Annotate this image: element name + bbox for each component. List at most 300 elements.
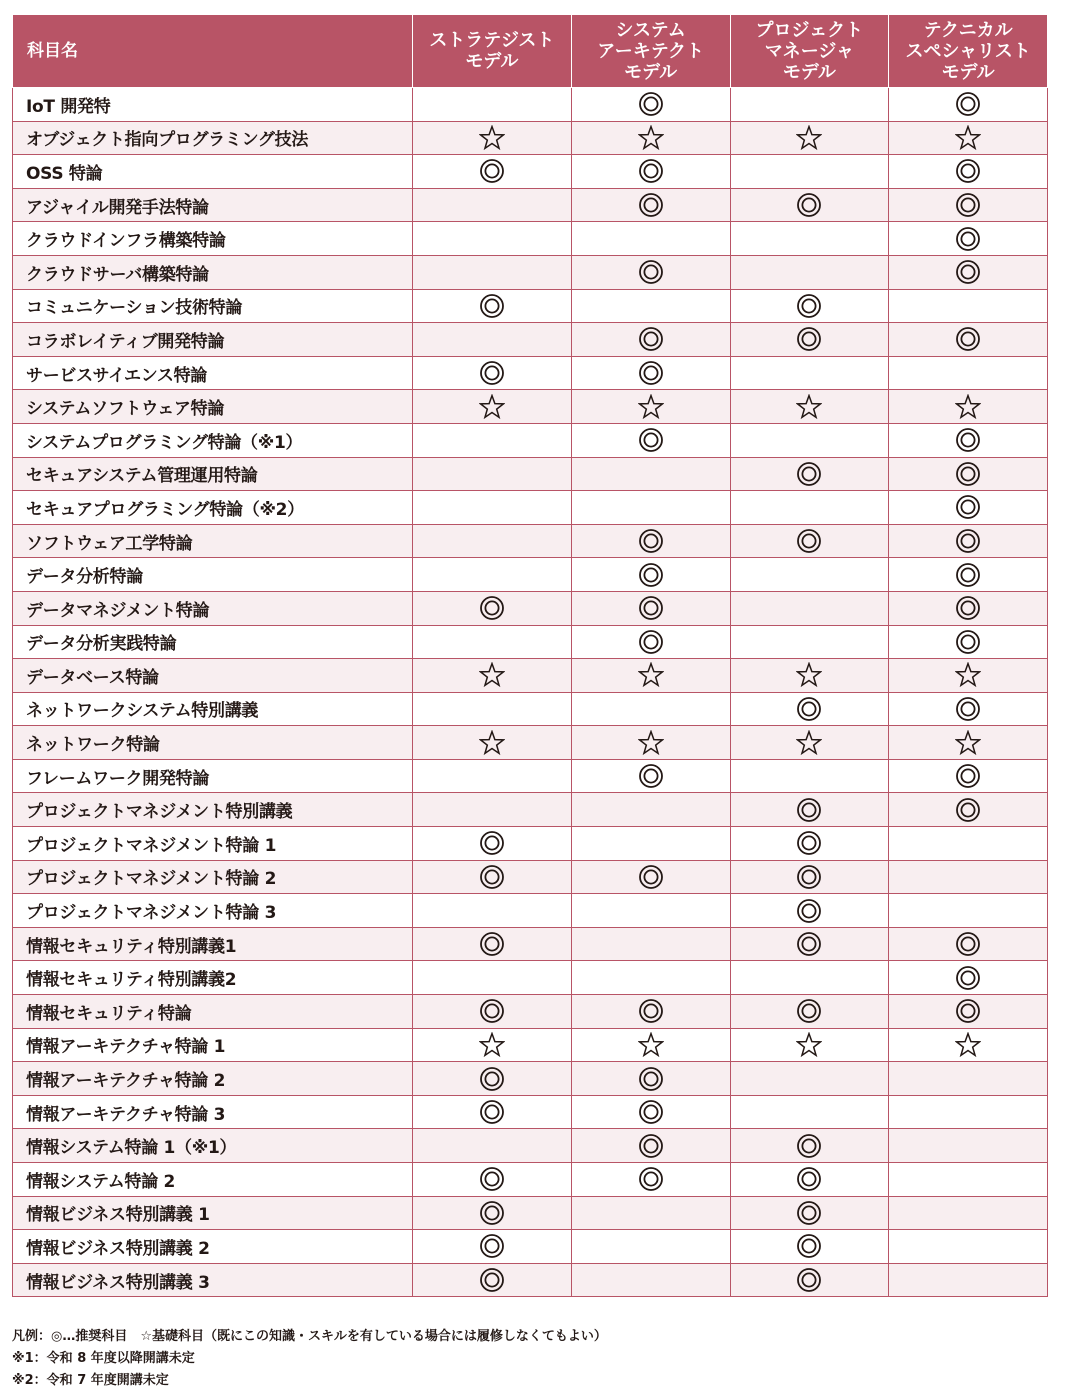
model-cell bbox=[571, 692, 730, 726]
double-circle-icon bbox=[955, 226, 981, 252]
model-cell bbox=[889, 961, 1048, 995]
double-circle-icon bbox=[955, 91, 981, 117]
model-cell bbox=[571, 1062, 730, 1096]
table-row bbox=[13, 289, 1048, 323]
double-circle-icon bbox=[638, 326, 664, 352]
table-row bbox=[13, 894, 1048, 928]
model-cell bbox=[413, 961, 572, 995]
double-circle-icon bbox=[479, 595, 505, 621]
table-row bbox=[13, 961, 1048, 995]
model-cell bbox=[413, 726, 572, 760]
double-circle-icon bbox=[796, 326, 822, 352]
table-row bbox=[13, 1028, 1048, 1062]
model-cell bbox=[571, 88, 730, 122]
model-cell bbox=[571, 289, 730, 323]
model-cell bbox=[730, 423, 889, 457]
course-name: データベース特論 bbox=[13, 659, 413, 693]
star-outline-icon bbox=[479, 1032, 505, 1058]
double-circle-icon bbox=[955, 192, 981, 218]
header-line: スペシャリスト bbox=[905, 40, 1031, 62]
double-circle-icon bbox=[479, 931, 505, 957]
header-subject-name: 科目名 bbox=[13, 15, 413, 88]
model-cell bbox=[413, 995, 572, 1029]
course-name: ネットワークシステム特別講義 bbox=[13, 692, 413, 726]
course-name: フレームワーク開発特論 bbox=[13, 759, 413, 793]
double-circle-icon bbox=[479, 1233, 505, 1259]
model-cell bbox=[889, 793, 1048, 827]
model-cell bbox=[730, 860, 889, 894]
model-cell bbox=[730, 188, 889, 222]
model-cell bbox=[889, 860, 1048, 894]
model-cell bbox=[730, 491, 889, 525]
double-circle-icon bbox=[479, 360, 505, 386]
course-name: 情報ビジネス特別講義 1 bbox=[13, 1196, 413, 1230]
course-name: セキュアシステム管理運用特論 bbox=[13, 457, 413, 491]
model-cell bbox=[413, 591, 572, 625]
star-outline-icon bbox=[955, 662, 981, 688]
model-cell bbox=[413, 827, 572, 861]
model-cell bbox=[889, 894, 1048, 928]
course-name: プロジェクトマネジメント特論 1 bbox=[13, 827, 413, 861]
double-circle-icon bbox=[638, 998, 664, 1024]
star-outline-icon bbox=[796, 662, 822, 688]
course-name: クラウドインフラ構築特論 bbox=[13, 222, 413, 256]
model-cell bbox=[889, 188, 1048, 222]
double-circle-icon bbox=[638, 562, 664, 588]
model-cell bbox=[889, 759, 1048, 793]
model-cell bbox=[889, 88, 1048, 122]
model-cell bbox=[413, 356, 572, 390]
model-cell bbox=[889, 1062, 1048, 1096]
double-circle-icon bbox=[479, 293, 505, 319]
model-cell bbox=[730, 995, 889, 1029]
model-cell bbox=[571, 558, 730, 592]
double-circle-icon bbox=[796, 696, 822, 722]
model-cell bbox=[413, 894, 572, 928]
course-name: 情報ビジネス特別講義 2 bbox=[13, 1230, 413, 1264]
table-row bbox=[13, 121, 1048, 155]
table-row bbox=[13, 356, 1048, 390]
model-cell bbox=[730, 222, 889, 256]
course-name: オブジェクト指向プログラミング技法 bbox=[13, 121, 413, 155]
model-cell bbox=[413, 524, 572, 558]
star-outline-icon bbox=[479, 394, 505, 420]
double-circle-icon bbox=[638, 629, 664, 655]
header-line: ストラテジスト bbox=[429, 30, 555, 51]
star-outline-icon bbox=[955, 394, 981, 420]
double-circle-icon bbox=[479, 1200, 505, 1226]
model-cell bbox=[413, 188, 572, 222]
table-row bbox=[13, 692, 1048, 726]
model-cell bbox=[730, 390, 889, 424]
double-circle-icon bbox=[479, 998, 505, 1024]
table-row bbox=[13, 625, 1048, 659]
double-circle-icon bbox=[955, 763, 981, 789]
course-name: データ分析特論 bbox=[13, 558, 413, 592]
model-cell bbox=[571, 625, 730, 659]
footnote-2: ※2：令和 7 年度開講未定 bbox=[12, 1373, 169, 1388]
table-row bbox=[13, 423, 1048, 457]
model-cell bbox=[889, 390, 1048, 424]
model-cell bbox=[413, 289, 572, 323]
double-circle-icon bbox=[479, 864, 505, 890]
table-row bbox=[13, 827, 1048, 861]
header-model-system-architect bbox=[571, 15, 730, 88]
model-cell bbox=[571, 1163, 730, 1197]
header-line: アーキテクト bbox=[597, 40, 704, 62]
course-name: 情報セキュリティ特論 bbox=[13, 995, 413, 1029]
model-cell bbox=[730, 961, 889, 995]
double-circle-icon bbox=[638, 528, 664, 554]
double-circle-icon bbox=[955, 494, 981, 520]
header-line: モデル bbox=[624, 61, 678, 83]
double-circle-icon bbox=[955, 998, 981, 1024]
star-outline-icon bbox=[796, 1032, 822, 1058]
double-circle-icon bbox=[479, 1267, 505, 1293]
star-outline-icon bbox=[638, 730, 664, 756]
table-row bbox=[13, 524, 1048, 558]
table-row bbox=[13, 591, 1048, 625]
header-line: プロジェクト bbox=[755, 19, 864, 41]
model-cell bbox=[571, 457, 730, 491]
double-circle-icon bbox=[955, 931, 981, 957]
table-row bbox=[13, 255, 1048, 289]
double-circle-icon bbox=[796, 1166, 822, 1192]
double-circle-icon bbox=[796, 830, 822, 856]
model-cell bbox=[730, 155, 889, 189]
table-row bbox=[13, 558, 1048, 592]
double-circle-icon bbox=[796, 797, 822, 823]
model-cell bbox=[730, 1263, 889, 1297]
model-cell bbox=[413, 423, 572, 457]
model-cell bbox=[889, 323, 1048, 357]
double-circle-icon bbox=[638, 595, 664, 621]
table-row bbox=[13, 860, 1048, 894]
model-cell bbox=[571, 1263, 730, 1297]
double-circle-icon bbox=[638, 1133, 664, 1159]
model-cell bbox=[413, 1095, 572, 1129]
header-model-project-manager bbox=[730, 15, 889, 88]
course-name: コミュニケーション技術特論 bbox=[13, 289, 413, 323]
model-cell bbox=[571, 1196, 730, 1230]
model-cell bbox=[730, 1163, 889, 1197]
double-circle-icon bbox=[796, 1200, 822, 1226]
model-cell bbox=[730, 591, 889, 625]
model-cell bbox=[730, 625, 889, 659]
star-outline-icon bbox=[638, 394, 664, 420]
table-row bbox=[13, 1062, 1048, 1096]
table-row bbox=[13, 1196, 1048, 1230]
model-cell bbox=[889, 1263, 1048, 1297]
double-circle-icon bbox=[638, 763, 664, 789]
model-cell bbox=[730, 793, 889, 827]
model-cell bbox=[571, 591, 730, 625]
model-cell bbox=[413, 1062, 572, 1096]
course-name: セキュアプログラミング特論（※2） bbox=[13, 491, 413, 525]
legend-note: 凡例：◎…推奨科目 ☆基礎科目（既にこの知識・スキルを有している場合には履修しなくてもよい） bbox=[12, 1329, 607, 1344]
header-model-technical-specialist bbox=[889, 15, 1048, 88]
table-row bbox=[13, 457, 1048, 491]
model-cell bbox=[889, 1028, 1048, 1062]
model-cell bbox=[889, 1163, 1048, 1197]
model-cell bbox=[413, 793, 572, 827]
course-model-table bbox=[12, 14, 1048, 1297]
double-circle-icon bbox=[796, 1267, 822, 1293]
course-name: 情報アーキテクチャ特論 1 bbox=[13, 1028, 413, 1062]
double-circle-icon bbox=[955, 965, 981, 991]
table-row bbox=[13, 491, 1048, 525]
model-cell bbox=[571, 222, 730, 256]
course-name: 情報セキュリティ特別講義2 bbox=[13, 961, 413, 995]
model-cell bbox=[889, 491, 1048, 525]
header-line: モデル bbox=[941, 61, 995, 83]
model-cell bbox=[413, 155, 572, 189]
model-cell bbox=[730, 927, 889, 961]
model-cell bbox=[571, 894, 730, 928]
model-cell bbox=[413, 390, 572, 424]
model-cell bbox=[571, 121, 730, 155]
table-row bbox=[13, 726, 1048, 760]
model-cell bbox=[413, 659, 572, 693]
model-cell bbox=[413, 1230, 572, 1264]
table-row bbox=[13, 1163, 1048, 1197]
model-cell bbox=[889, 255, 1048, 289]
model-cell bbox=[571, 995, 730, 1029]
star-outline-icon bbox=[955, 125, 981, 151]
star-outline-icon bbox=[479, 662, 505, 688]
model-cell bbox=[571, 1129, 730, 1163]
double-circle-icon bbox=[479, 1099, 505, 1125]
double-circle-icon bbox=[955, 158, 981, 184]
model-cell bbox=[571, 759, 730, 793]
course-name: システムプログラミング特論（※1） bbox=[13, 423, 413, 457]
table-header-row bbox=[13, 15, 1048, 88]
model-cell bbox=[413, 625, 572, 659]
table-row bbox=[13, 759, 1048, 793]
model-cell bbox=[730, 827, 889, 861]
model-cell bbox=[730, 1196, 889, 1230]
model-cell bbox=[571, 726, 730, 760]
star-outline-icon bbox=[638, 662, 664, 688]
model-cell bbox=[571, 961, 730, 995]
model-cell bbox=[889, 927, 1048, 961]
double-circle-icon bbox=[955, 326, 981, 352]
model-cell bbox=[413, 692, 572, 726]
header-line: マネージャ bbox=[764, 40, 855, 62]
table-row bbox=[13, 1129, 1048, 1163]
star-outline-icon bbox=[796, 394, 822, 420]
model-cell bbox=[889, 1196, 1048, 1230]
course-name: システムソフトウェア特論 bbox=[13, 390, 413, 424]
model-cell bbox=[571, 356, 730, 390]
model-cell bbox=[889, 591, 1048, 625]
model-cell bbox=[730, 255, 889, 289]
table-row bbox=[13, 323, 1048, 357]
double-circle-icon bbox=[638, 1099, 664, 1125]
model-cell bbox=[413, 1196, 572, 1230]
model-cell bbox=[889, 827, 1048, 861]
model-cell bbox=[571, 390, 730, 424]
model-cell bbox=[571, 860, 730, 894]
double-circle-icon bbox=[796, 293, 822, 319]
course-name: 情報アーキテクチャ特論 3 bbox=[13, 1095, 413, 1129]
double-circle-icon bbox=[638, 427, 664, 453]
double-circle-icon bbox=[479, 1066, 505, 1092]
double-circle-icon bbox=[955, 797, 981, 823]
model-cell bbox=[889, 222, 1048, 256]
double-circle-icon bbox=[796, 1233, 822, 1259]
star-outline-icon bbox=[638, 1032, 664, 1058]
course-name: プロジェクトマネジメント特別講義 bbox=[13, 793, 413, 827]
model-cell bbox=[889, 1129, 1048, 1163]
model-cell bbox=[889, 457, 1048, 491]
model-cell bbox=[413, 121, 572, 155]
model-cell bbox=[413, 222, 572, 256]
model-cell bbox=[571, 155, 730, 189]
table-row bbox=[13, 188, 1048, 222]
double-circle-icon bbox=[796, 528, 822, 554]
model-cell bbox=[889, 121, 1048, 155]
table-row bbox=[13, 995, 1048, 1029]
model-cell bbox=[571, 927, 730, 961]
star-outline-icon bbox=[955, 730, 981, 756]
model-cell bbox=[730, 88, 889, 122]
double-circle-icon bbox=[955, 259, 981, 285]
model-cell bbox=[413, 759, 572, 793]
course-name: サービスサイエンス特論 bbox=[13, 356, 413, 390]
model-cell bbox=[730, 121, 889, 155]
double-circle-icon bbox=[638, 91, 664, 117]
double-circle-icon bbox=[638, 192, 664, 218]
course-name: ネットワーク特論 bbox=[13, 726, 413, 760]
course-name: ソフトウェア工学特論 bbox=[13, 524, 413, 558]
model-cell bbox=[889, 155, 1048, 189]
double-circle-icon bbox=[796, 192, 822, 218]
model-cell bbox=[571, 1095, 730, 1129]
star-outline-icon bbox=[479, 125, 505, 151]
model-cell bbox=[413, 558, 572, 592]
model-cell bbox=[413, 88, 572, 122]
star-outline-icon bbox=[796, 730, 822, 756]
model-cell bbox=[413, 491, 572, 525]
star-outline-icon bbox=[638, 125, 664, 151]
double-circle-icon bbox=[796, 1133, 822, 1159]
course-name: コラボレイティブ開発特論 bbox=[13, 323, 413, 357]
double-circle-icon bbox=[638, 259, 664, 285]
model-cell bbox=[413, 1163, 572, 1197]
model-cell bbox=[730, 726, 889, 760]
double-circle-icon bbox=[955, 427, 981, 453]
header-model-strategist bbox=[413, 15, 572, 88]
table-row bbox=[13, 1095, 1048, 1129]
course-table-container bbox=[12, 14, 1047, 1297]
model-cell bbox=[413, 255, 572, 289]
double-circle-icon bbox=[955, 528, 981, 554]
model-cell bbox=[889, 692, 1048, 726]
model-cell bbox=[889, 1230, 1048, 1264]
header-line: モデル bbox=[782, 61, 836, 83]
model-cell bbox=[889, 289, 1048, 323]
model-cell bbox=[413, 1129, 572, 1163]
model-cell bbox=[571, 423, 730, 457]
course-name: OSS 特論 bbox=[13, 155, 413, 189]
double-circle-icon bbox=[638, 360, 664, 386]
course-name: 情報システム特論 2 bbox=[13, 1163, 413, 1197]
model-cell bbox=[571, 1230, 730, 1264]
model-cell bbox=[889, 625, 1048, 659]
double-circle-icon bbox=[955, 629, 981, 655]
double-circle-icon bbox=[955, 595, 981, 621]
course-name: 情報アーキテクチャ特論 2 bbox=[13, 1062, 413, 1096]
double-circle-icon bbox=[955, 461, 981, 487]
model-cell bbox=[730, 759, 889, 793]
model-cell bbox=[889, 659, 1048, 693]
table-row bbox=[13, 222, 1048, 256]
model-cell bbox=[730, 524, 889, 558]
double-circle-icon bbox=[796, 998, 822, 1024]
model-cell bbox=[413, 860, 572, 894]
double-circle-icon bbox=[796, 461, 822, 487]
model-cell bbox=[730, 692, 889, 726]
course-name: データ分析実践特論 bbox=[13, 625, 413, 659]
model-cell bbox=[571, 188, 730, 222]
double-circle-icon bbox=[796, 898, 822, 924]
model-cell bbox=[571, 255, 730, 289]
table-row bbox=[13, 390, 1048, 424]
model-cell bbox=[413, 927, 572, 961]
model-cell bbox=[730, 659, 889, 693]
course-name: プロジェクトマネジメント特論 2 bbox=[13, 860, 413, 894]
course-name: IoT 開発特 bbox=[13, 88, 413, 122]
model-cell bbox=[889, 558, 1048, 592]
model-cell bbox=[730, 894, 889, 928]
model-cell bbox=[730, 558, 889, 592]
double-circle-icon bbox=[796, 864, 822, 890]
model-cell bbox=[730, 1028, 889, 1062]
model-cell bbox=[730, 289, 889, 323]
model-cell bbox=[571, 524, 730, 558]
model-cell bbox=[889, 423, 1048, 457]
header-line: モデル bbox=[465, 51, 519, 72]
course-name: データマネジメント特論 bbox=[13, 591, 413, 625]
footnote-1: ※1：令和 8 年度以降開講未定 bbox=[12, 1351, 195, 1366]
course-name: 情報ビジネス特別講義 3 bbox=[13, 1263, 413, 1297]
model-cell bbox=[730, 457, 889, 491]
double-circle-icon bbox=[479, 1166, 505, 1192]
course-name: プロジェクトマネジメント特論 3 bbox=[13, 894, 413, 928]
model-cell bbox=[889, 726, 1048, 760]
model-cell bbox=[571, 793, 730, 827]
double-circle-icon bbox=[955, 696, 981, 722]
model-cell bbox=[730, 356, 889, 390]
double-circle-icon bbox=[638, 864, 664, 890]
table-row bbox=[13, 793, 1048, 827]
table-row bbox=[13, 88, 1048, 122]
model-cell bbox=[413, 323, 572, 357]
model-cell bbox=[889, 524, 1048, 558]
double-circle-icon bbox=[638, 158, 664, 184]
model-cell bbox=[730, 1062, 889, 1096]
model-cell bbox=[413, 457, 572, 491]
double-circle-icon bbox=[479, 830, 505, 856]
model-cell bbox=[730, 1230, 889, 1264]
course-name: アジャイル開発手法特論 bbox=[13, 188, 413, 222]
star-outline-icon bbox=[796, 125, 822, 151]
model-cell bbox=[730, 1095, 889, 1129]
model-cell bbox=[730, 323, 889, 357]
header-line: システム bbox=[615, 19, 686, 41]
footnotes bbox=[12, 1326, 1052, 1392]
